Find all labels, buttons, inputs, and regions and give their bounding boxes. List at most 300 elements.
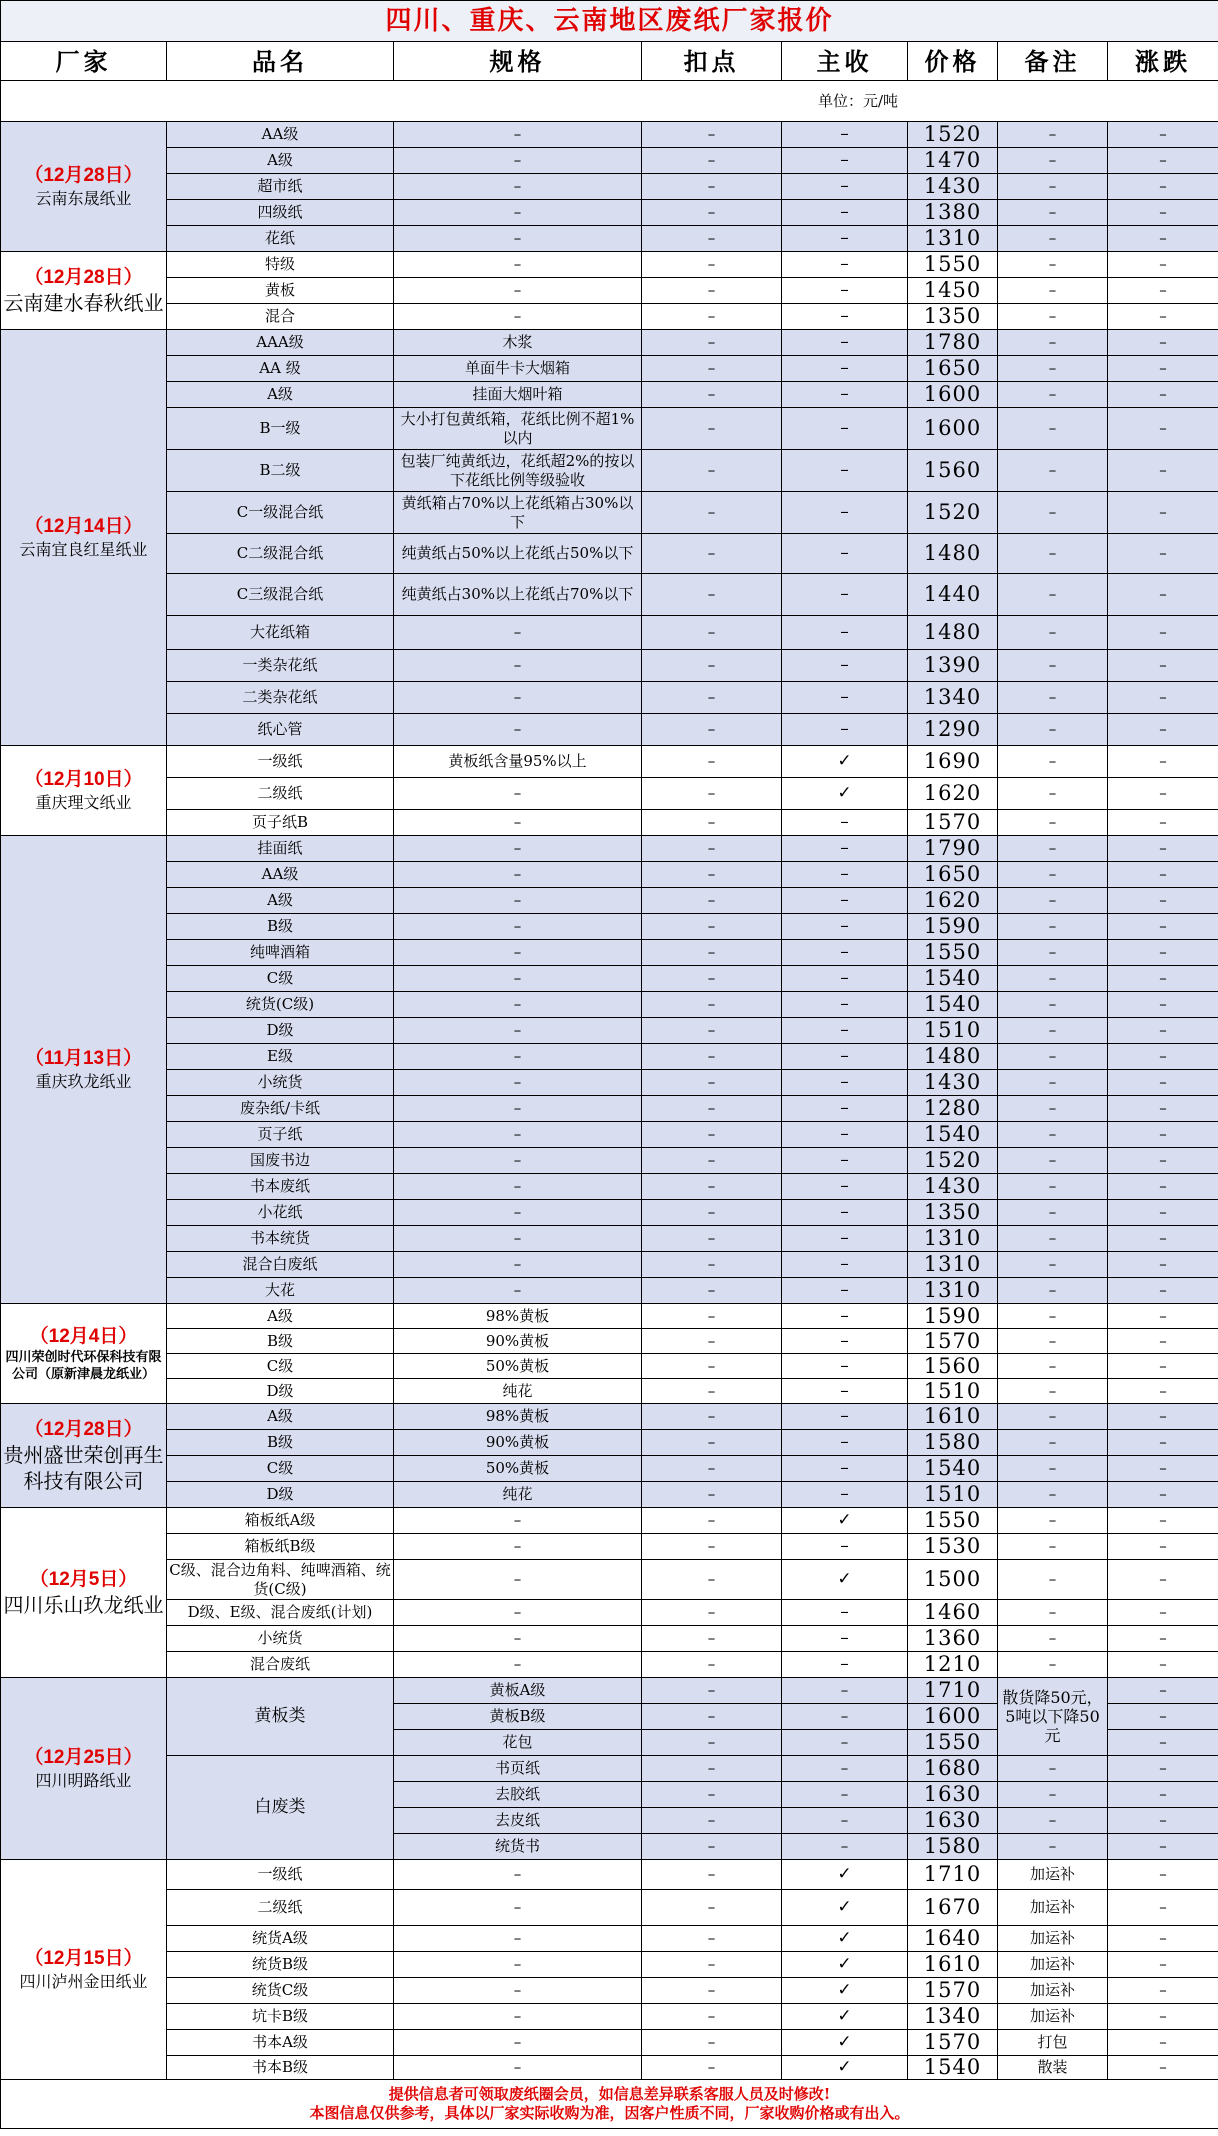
column-header: 备注	[998, 42, 1108, 81]
table-cell: –	[642, 492, 782, 534]
table-row	[1, 1756, 1218, 1782]
table-cell: –	[642, 650, 782, 682]
table-cell: 大花纸箱	[167, 616, 394, 650]
table-cell: –	[782, 1456, 908, 1482]
table-cell: –	[998, 1252, 1108, 1278]
table-cell: 1710	[908, 1678, 998, 1704]
table-cell: –	[782, 1122, 908, 1148]
table-row	[1, 408, 1218, 450]
table-cell: –	[394, 1534, 642, 1560]
table-cell: 包装厂纯黄纸边，花纸超2%的按以下花纸比例等级验收	[394, 450, 642, 492]
table-cell: 90%黄板	[394, 1329, 642, 1354]
table-cell: –	[1108, 122, 1218, 148]
table-cell: –	[642, 1482, 782, 1508]
table-cell: 统货C级	[167, 1978, 394, 2004]
table-cell: –	[998, 1044, 1108, 1070]
table-cell: –	[1108, 1600, 1218, 1626]
factory-name: 四川泸州金田纸业	[19, 1972, 148, 1991]
table-cell: 纯花	[394, 1482, 642, 1508]
table-cell: –	[782, 304, 908, 330]
table-cell: –	[998, 1482, 1108, 1508]
table-cell: ✓	[782, 1952, 908, 1978]
table-row	[1, 148, 1218, 174]
table-cell: 1440	[908, 574, 998, 616]
table-cell: A级	[167, 888, 394, 914]
table-cell: –	[642, 200, 782, 226]
table-cell: 统货B级	[167, 1952, 394, 1978]
table-cell: –	[642, 1808, 782, 1834]
table-cell: –	[998, 534, 1108, 574]
factory-date: （12月4日）	[29, 1325, 138, 1347]
table-row	[1, 810, 1218, 836]
table-cell: –	[1108, 304, 1218, 330]
table-cell: 散装	[998, 2056, 1108, 2080]
table-row	[1, 888, 1218, 914]
table-cell: –	[642, 1404, 782, 1430]
table-cell: 1390	[908, 650, 998, 682]
factory-date: （12月28日）	[24, 165, 143, 186]
table-cell: –	[1108, 1560, 1218, 1600]
table-cell: ✓	[782, 2004, 908, 2030]
table-cell: 书本A级	[167, 2030, 394, 2056]
table-cell: –	[782, 682, 908, 714]
table-cell: –	[1108, 1329, 1218, 1354]
table-row	[1, 1430, 1218, 1456]
table-cell: –	[998, 1456, 1108, 1482]
table-cell: 1510	[908, 1482, 998, 1508]
table-cell: –	[394, 1148, 642, 1174]
table-cell: –	[782, 1070, 908, 1096]
table-cell: –	[1108, 226, 1218, 252]
table-cell: E级	[167, 1044, 394, 1070]
table-cell: 页子纸B	[167, 810, 394, 836]
table-cell: –	[394, 1508, 642, 1534]
table-row	[1, 1174, 1218, 1200]
table-cell: ✓	[782, 778, 908, 810]
table-cell: –	[782, 836, 908, 862]
table-cell: B级	[167, 1430, 394, 1456]
table-cell: –	[782, 1174, 908, 1200]
footer-line: 提供信息者可领取废纸圈会员，如信息差异联系客服人员及时修改!	[388, 2085, 831, 2103]
table-cell: 黄板纸含量95%以上	[394, 746, 642, 778]
table-cell: 加运补	[998, 1890, 1108, 1926]
table-cell: 大花	[167, 1278, 394, 1304]
table-cell: 加运补	[998, 1978, 1108, 2004]
table-cell: –	[782, 574, 908, 616]
table-cell: –	[642, 1626, 782, 1652]
table-row	[1, 1652, 1218, 1678]
table-cell: 加运补	[998, 2004, 1108, 2030]
factory-date: （12月10日）	[24, 769, 143, 790]
table-cell: –	[642, 1379, 782, 1404]
table-cell: –	[642, 836, 782, 862]
table-cell: 二级纸	[167, 1890, 394, 1926]
table-cell: –	[394, 650, 642, 682]
table-cell: 1610	[908, 1952, 998, 1978]
table-cell: –	[782, 940, 908, 966]
table-cell: 黄板	[167, 278, 394, 304]
table-cell: 木浆	[394, 330, 642, 356]
table-cell: –	[1108, 1508, 1218, 1534]
table-cell: –	[1108, 1534, 1218, 1560]
table-cell: –	[394, 1122, 642, 1148]
table-cell: 混合	[167, 304, 394, 330]
table-row	[1, 1148, 1218, 1174]
table-cell: –	[394, 682, 642, 714]
table-cell: 去皮纸	[394, 1808, 642, 1834]
factory-name: 云南东晟纸业	[35, 189, 132, 208]
table-cell: 加运补	[998, 1860, 1108, 1890]
table-cell: D级	[167, 1482, 394, 1508]
table-cell: 加运补	[998, 1952, 1108, 1978]
table-cell: –	[642, 148, 782, 174]
table-cell: 1340	[908, 682, 998, 714]
table-cell: –	[394, 714, 642, 746]
column-header: 品名	[167, 42, 394, 81]
column-header: 主收	[782, 42, 908, 81]
table-cell: –	[782, 1534, 908, 1560]
table-cell: 1620	[908, 778, 998, 810]
factory-cell	[1, 122, 167, 252]
table-cell: 1360	[908, 1626, 998, 1652]
table-row	[1, 650, 1218, 682]
table-cell: –	[1108, 1226, 1218, 1252]
table-cell: 书本统货	[167, 1226, 394, 1252]
table-cell: –	[642, 278, 782, 304]
table-cell: –	[782, 1600, 908, 1626]
table-cell: 加运补	[998, 1926, 1108, 1952]
table-cell: –	[1108, 1456, 1218, 1482]
table-cell: –	[1108, 1304, 1218, 1329]
table-cell: –	[642, 1044, 782, 1070]
table-cell: 二级纸	[167, 778, 394, 810]
table-cell: –	[782, 1652, 908, 1678]
table-row	[1, 1534, 1218, 1560]
table-cell: –	[1108, 682, 1218, 714]
table-cell: 1650	[908, 356, 998, 382]
table-cell: –	[782, 226, 908, 252]
table-cell: –	[1108, 1782, 1218, 1808]
table-cell: 1550	[908, 1730, 998, 1756]
table-cell: –	[1108, 1730, 1218, 1756]
table-cell: –	[642, 1508, 782, 1534]
table-cell: 书本废纸	[167, 1174, 394, 1200]
table-cell: –	[1108, 1678, 1218, 1704]
table-cell: –	[642, 252, 782, 278]
table-cell: –	[642, 810, 782, 836]
table-cell: A级	[167, 1304, 394, 1329]
table-cell: –	[642, 356, 782, 382]
table-cell: –	[1108, 966, 1218, 992]
table-cell: 1550	[908, 252, 998, 278]
table-cell: C三级混合纸	[167, 574, 394, 616]
table-cell: –	[998, 1174, 1108, 1200]
table-cell: 1630	[908, 1808, 998, 1834]
table-cell: A级	[167, 382, 394, 408]
table-cell: –	[998, 1534, 1108, 1560]
table-cell: –	[1108, 746, 1218, 778]
table-cell: –	[998, 650, 1108, 682]
table-cell: –	[1108, 450, 1218, 492]
table-cell: –	[782, 1354, 908, 1379]
table-cell: –	[998, 1070, 1108, 1096]
factory-date: （12月14日）	[24, 516, 143, 537]
table-row	[1, 1252, 1218, 1278]
table-cell: –	[642, 746, 782, 778]
table-cell: –	[782, 862, 908, 888]
table-cell: –	[394, 174, 642, 200]
table-cell: –	[782, 122, 908, 148]
table-cell: 98%黄板	[394, 1404, 642, 1430]
table-cell: –	[1108, 940, 1218, 966]
table-cell: 50%黄板	[394, 1456, 642, 1482]
table-cell: 1520	[908, 492, 998, 534]
table-cell: 1500	[908, 1560, 998, 1600]
table-cell: –	[394, 778, 642, 810]
table-cell: –	[998, 714, 1108, 746]
factory-cell	[1, 1508, 167, 1678]
table-cell: D级	[167, 1018, 394, 1044]
table-cell: 1590	[908, 914, 998, 940]
table-cell: 黄板A级	[394, 1678, 642, 1704]
table-row	[1, 992, 1218, 1018]
table-cell: ✓	[782, 746, 908, 778]
table-cell: 1610	[908, 1404, 998, 1430]
footer-line: 本图信息仅供参考，具体以厂家实际收购为准，因客户性质不同，厂家收购价格或有出入。	[309, 2104, 910, 2122]
table-cell: –	[642, 382, 782, 408]
table-cell: –	[642, 574, 782, 616]
table-cell: 小统货	[167, 1626, 394, 1652]
table-cell: 1540	[908, 1122, 998, 1148]
table-row	[1, 450, 1218, 492]
factory-cell	[1, 836, 167, 1304]
table-cell: 纯黄纸占50%以上花纸占50%以下	[394, 534, 642, 574]
table-cell: –	[782, 356, 908, 382]
table-cell: –	[1108, 1044, 1218, 1070]
table-cell: –	[782, 278, 908, 304]
table-cell: –	[782, 810, 908, 836]
table-cell: –	[642, 1430, 782, 1456]
table-cell: –	[782, 1044, 908, 1070]
table-cell: –	[642, 1329, 782, 1354]
table-cell: –	[998, 746, 1108, 778]
table-cell: C级	[167, 1354, 394, 1379]
table-row	[1, 278, 1218, 304]
table-cell: ✓	[782, 1560, 908, 1600]
table-cell: –	[642, 1534, 782, 1560]
table-row	[1, 682, 1218, 714]
table-cell: 大小打包黄纸箱，花纸比例不超1%以内	[394, 408, 642, 450]
table-cell: 1620	[908, 888, 998, 914]
table-cell: –	[782, 382, 908, 408]
table-cell: 1520	[908, 122, 998, 148]
table-cell: –	[782, 174, 908, 200]
table-cell: B级	[167, 914, 394, 940]
table-cell: –	[394, 122, 642, 148]
table-cell: –	[394, 1096, 642, 1122]
table-cell: 1210	[908, 1652, 998, 1678]
table-cell: 花纸	[167, 226, 394, 252]
factory-cell	[1, 746, 167, 836]
table-cell: ✓	[782, 1978, 908, 2004]
table-cell: 统货(C级)	[167, 992, 394, 1018]
table-row	[1, 1926, 1218, 1952]
table-row	[1, 330, 1218, 356]
table-cell: –	[1108, 1018, 1218, 1044]
table-cell: 1600	[908, 1704, 998, 1730]
table-cell: –	[394, 810, 642, 836]
factory-cell	[1, 1404, 167, 1508]
table-cell: 纯花	[394, 1379, 642, 1404]
table-row	[1, 862, 1218, 888]
table-row	[1, 574, 1218, 616]
table-cell: –	[1108, 148, 1218, 174]
table-cell: 1520	[908, 1148, 998, 1174]
table-cell: –	[642, 1600, 782, 1626]
table-cell: –	[394, 1174, 642, 1200]
table-cell: –	[998, 408, 1108, 450]
table-cell: 1430	[908, 1174, 998, 1200]
table-cell: –	[394, 1070, 642, 1096]
table-row	[1, 1044, 1218, 1070]
table-cell: 特级	[167, 252, 394, 278]
table-cell: B级	[167, 1329, 394, 1354]
table-cell: –	[998, 200, 1108, 226]
table-cell: –	[782, 330, 908, 356]
table-cell: –	[642, 1652, 782, 1678]
table-cell: –	[1108, 836, 1218, 862]
table-cell: –	[1108, 534, 1218, 574]
table-cell: 1510	[908, 1018, 998, 1044]
table-cell: 1570	[908, 1329, 998, 1354]
table-cell: 小花纸	[167, 1200, 394, 1226]
table-cell: –	[1108, 252, 1218, 278]
table-cell: 98%黄板	[394, 1304, 642, 1329]
table-cell: –	[998, 356, 1108, 382]
table-cell: –	[998, 1200, 1108, 1226]
table-row	[1, 226, 1218, 252]
table-cell: –	[394, 200, 642, 226]
factory-name: 云南宜良红星纸业	[19, 540, 148, 559]
table-cell: –	[394, 304, 642, 330]
table-cell: –	[1108, 2030, 1218, 2056]
table-cell: 90%黄板	[394, 1430, 642, 1456]
table-row	[1, 966, 1218, 992]
factory-name: 四川明路纸业	[35, 1771, 132, 1790]
table-cell: –	[998, 992, 1108, 1018]
table-cell: –	[998, 616, 1108, 650]
unit-label: 单位：元/吨	[1, 81, 1218, 122]
table-cell: –	[782, 914, 908, 940]
factory-date: （11月13日）	[24, 1048, 143, 1069]
table-row	[1, 1329, 1218, 1354]
table-cell: –	[782, 1252, 908, 1278]
table-cell: –	[394, 2004, 642, 2030]
table-row	[1, 1560, 1218, 1600]
column-header: 扣点	[642, 42, 782, 81]
table-cell: –	[642, 1730, 782, 1756]
table-cell: –	[1108, 2056, 1218, 2080]
table-cell: –	[394, 1652, 642, 1678]
table-cell: –	[998, 382, 1108, 408]
table-cell: –	[642, 1018, 782, 1044]
table-cell: –	[394, 1018, 642, 1044]
table-cell: 1530	[908, 1534, 998, 1560]
table-cell: 1460	[908, 1600, 998, 1626]
table-cell: 书页纸	[394, 1756, 642, 1782]
table-row	[1, 1278, 1218, 1304]
table-cell: –	[1108, 174, 1218, 200]
table-cell: –	[394, 278, 642, 304]
factory-name: 重庆玖龙纸业	[35, 1072, 132, 1091]
factory-date: （12月25日）	[24, 1747, 143, 1768]
table-cell: –	[642, 226, 782, 252]
table-cell: 1600	[908, 408, 998, 450]
table-cell: 1430	[908, 1070, 998, 1096]
table-cell: –	[642, 1252, 782, 1278]
table-cell: 一级纸	[167, 1860, 394, 1890]
table-cell: –	[1108, 714, 1218, 746]
table-row	[1, 1600, 1218, 1626]
table-cell: 1670	[908, 1890, 998, 1926]
table-cell: –	[1108, 1482, 1218, 1508]
table-cell: –	[1108, 1148, 1218, 1174]
table-cell: 打包	[998, 2030, 1108, 2056]
table-cell: 单面牛卡大烟箱	[394, 356, 642, 382]
table-cell: B一级	[167, 408, 394, 450]
table-cell: 国废书边	[167, 1148, 394, 1174]
table-cell: 1480	[908, 534, 998, 574]
table-cell: –	[1108, 356, 1218, 382]
table-cell: –	[998, 966, 1108, 992]
table-cell: 纯啤酒箱	[167, 940, 394, 966]
table-cell: –	[642, 1354, 782, 1379]
table-cell: 页子纸	[167, 1122, 394, 1148]
table-cell: –	[782, 1808, 908, 1834]
table-cell: –	[1108, 1890, 1218, 1926]
table-cell: 挂面大烟叶箱	[394, 382, 642, 408]
table-row	[1, 836, 1218, 862]
table-cell: –	[394, 1226, 642, 1252]
table-cell: A级	[167, 1404, 394, 1430]
table-cell: 纯黄纸占30%以上花纸占70%以下	[394, 574, 642, 616]
table-cell: 1590	[908, 1304, 998, 1329]
table-cell: –	[394, 992, 642, 1018]
table-cell: –	[782, 1329, 908, 1354]
table-cell: –	[642, 450, 782, 492]
table-cell: 1550	[908, 940, 998, 966]
table-cell: –	[394, 1600, 642, 1626]
table-row	[1, 1096, 1218, 1122]
footer-note	[1, 2080, 1218, 2129]
table-cell: –	[1108, 1652, 1218, 1678]
table-cell: 1780	[908, 330, 998, 356]
table-row	[1, 534, 1218, 574]
table-cell: –	[394, 1952, 642, 1978]
table-cell: 1540	[908, 2056, 998, 2080]
table-cell: –	[394, 2056, 642, 2080]
column-header: 涨跌	[1108, 42, 1218, 81]
table-row	[1, 1482, 1218, 1508]
table-cell: –	[1108, 1252, 1218, 1278]
table-cell: 1560	[908, 450, 998, 492]
table-cell: C级	[167, 966, 394, 992]
table-cell: –	[782, 450, 908, 492]
table-cell: –	[998, 1834, 1108, 1860]
table-row	[1, 778, 1218, 810]
table-cell: 坑卡B级	[167, 2004, 394, 2030]
table-cell: –	[782, 888, 908, 914]
